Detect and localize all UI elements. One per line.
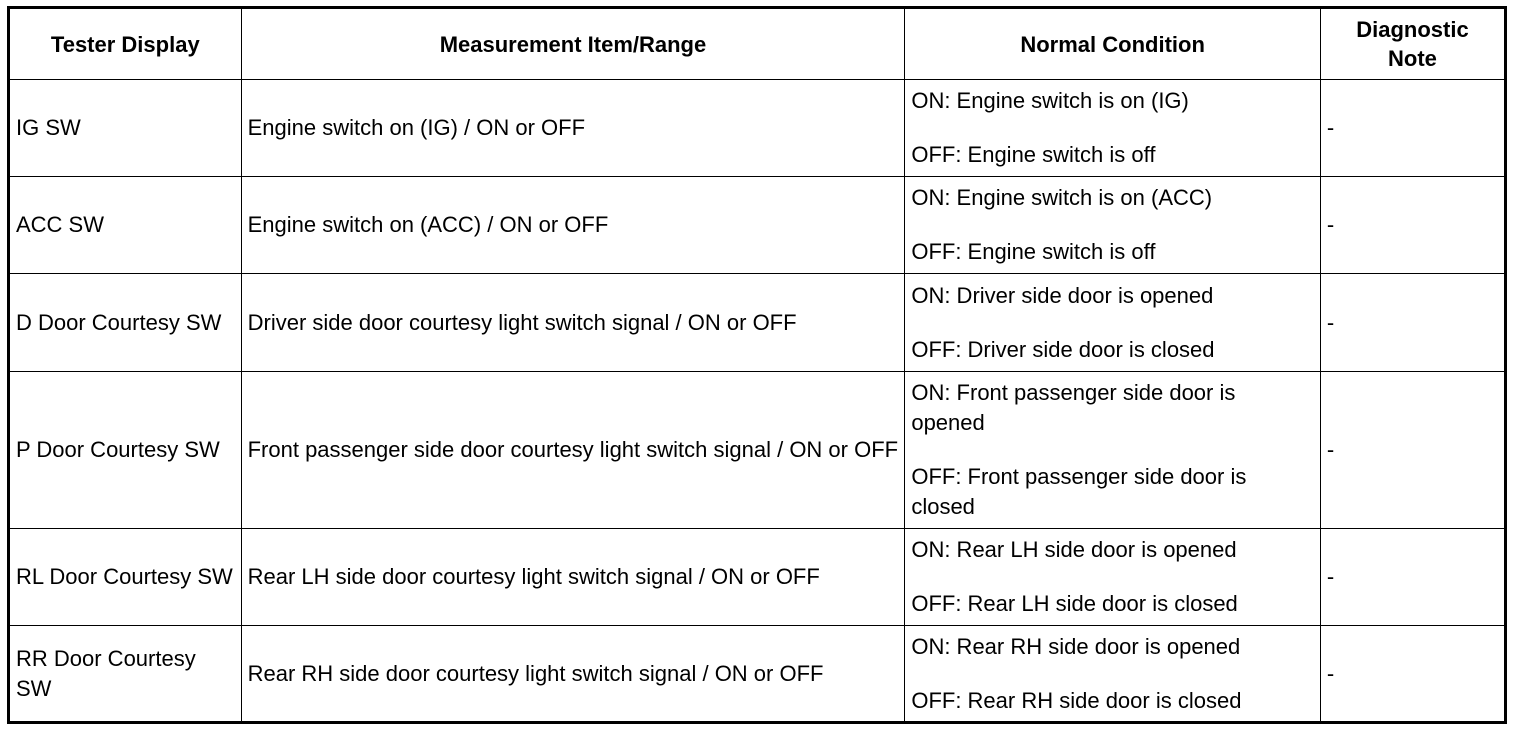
- measurement-cell: Front passenger side door courtesy light switch signal / ON or OFF: [241, 372, 905, 529]
- condition-on-text: ON: Rear RH side door is opened: [911, 633, 1241, 659]
- measurement-cell: Engine switch on (IG) / ON or OFF: [241, 80, 905, 177]
- measurement-cell: Driver side door courtesy light switch signal / ON or OFF: [241, 274, 905, 372]
- table-row: [9, 372, 1506, 529]
- data-list-table: [7, 6, 1507, 724]
- header-diagnostic-note: Diagnostic Note: [1320, 8, 1505, 80]
- condition-on-text: ON: Engine switch is on (IG): [911, 88, 1189, 113]
- condition-off-text: OFF: Front passenger side door is closed: [911, 464, 1247, 519]
- table-row: [9, 274, 1506, 372]
- condition-on-text: ON: Front passenger side door is opened: [911, 380, 1236, 435]
- measurement-cell: Rear LH side door courtesy light switch signal / ON or OFF: [241, 529, 905, 626]
- header-normal-condition: Normal Condition: [905, 8, 1321, 80]
- tester-display-cell: P Door Courtesy SW: [9, 372, 242, 529]
- condition-off-text: OFF: Driver side door is closed: [911, 336, 1215, 362]
- normal-condition-cell: [905, 529, 1321, 626]
- condition-off-text: OFF: Rear RH side door is closed: [911, 687, 1242, 713]
- normal-condition-cell: [905, 177, 1321, 274]
- tester-display-cell: ACC SW: [9, 177, 242, 274]
- tester-display-cell: IG SW: [9, 80, 242, 177]
- diagnostic-note-cell: -: [1320, 626, 1505, 723]
- tester-display-cell: RL Door Courtesy SW: [9, 529, 242, 626]
- header-measurement-item: Measurement Item/Range: [241, 8, 905, 80]
- measurement-cell: Rear RH side door courtesy light switch signal / ON or OFF: [241, 626, 905, 723]
- diagnostic-note-cell: -: [1320, 80, 1505, 177]
- table-row: [9, 177, 1506, 274]
- normal-condition-cell: [905, 372, 1321, 529]
- condition-off-text: OFF: Rear LH side door is closed: [911, 591, 1238, 616]
- condition-off-text: OFF: Engine switch is off: [911, 239, 1156, 264]
- normal-condition-cell: [905, 80, 1321, 177]
- normal-condition-cell: [905, 626, 1321, 723]
- tester-display-cell: RR Door Courtesy SW: [9, 626, 242, 723]
- condition-on-text: ON: Engine switch is on (ACC): [911, 185, 1213, 210]
- tester-display-cell: D Door Courtesy SW: [9, 274, 242, 372]
- table-row: [9, 529, 1506, 626]
- table-row: [9, 80, 1506, 177]
- diagnostic-note-cell: -: [1320, 274, 1505, 372]
- header-tester-display: Tester Display: [9, 8, 242, 80]
- measurement-cell: Engine switch on (ACC) / ON or OFF: [241, 177, 905, 274]
- header-row: [9, 8, 1506, 80]
- normal-condition-cell: [905, 274, 1321, 372]
- table-row: [9, 626, 1506, 723]
- diagnostic-note-cell: -: [1320, 372, 1505, 529]
- condition-on-text: ON: Driver side door is opened: [911, 282, 1214, 308]
- condition-on-text: ON: Rear LH side door is opened: [911, 537, 1237, 562]
- diagnostic-note-cell: -: [1320, 529, 1505, 626]
- diagnostic-note-cell: -: [1320, 177, 1505, 274]
- condition-off-text: OFF: Engine switch is off: [911, 142, 1156, 167]
